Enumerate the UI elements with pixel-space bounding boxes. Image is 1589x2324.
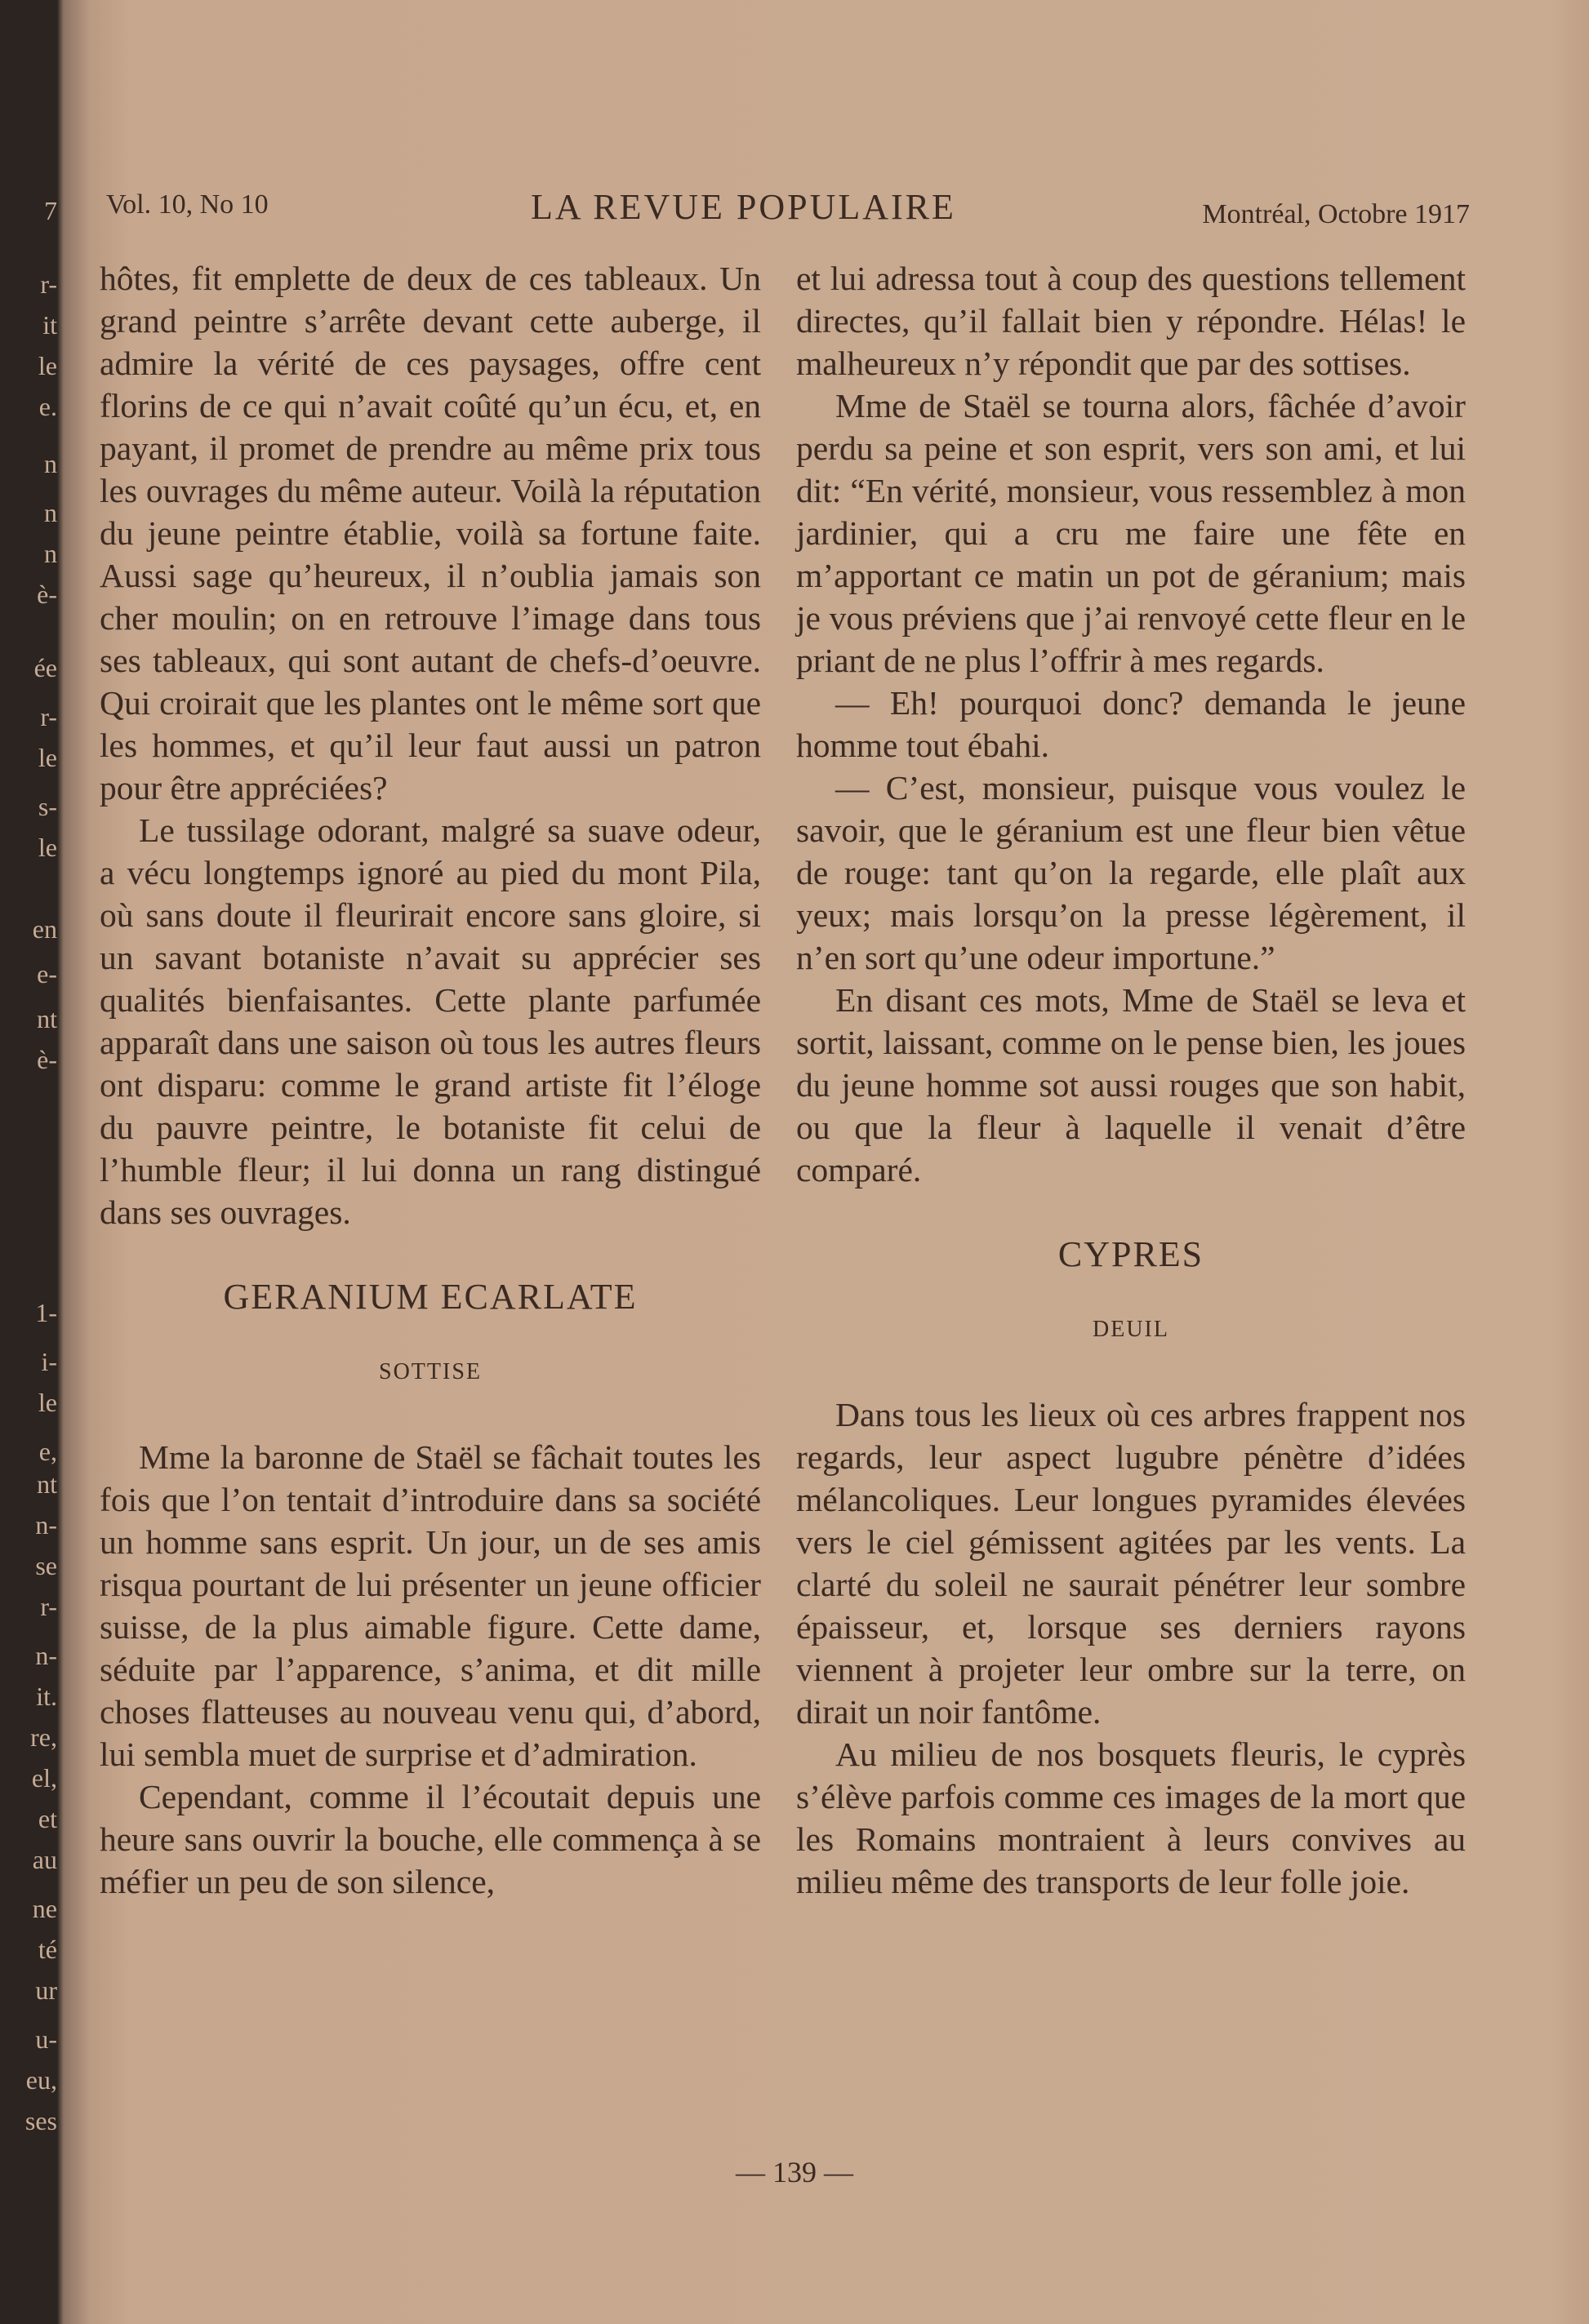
gutter-fragment: le	[38, 351, 57, 380]
gutter-fragment: it	[42, 310, 57, 340]
right-paragraph-1: et lui adressa tout à coup des questions tellement directes, qu’il fallait bien y répondre. Hélas! le malheureux n’y répondit que par des sottises.	[796, 260, 1466, 382]
right-paragraph-6: Dans tous les lieux où ces arbres frappent nos regards, leur aspect lugubre pénètre d’idées mélancoliques. Leur longues pyramides élevées vers le ciel gémissent agitées par les vents. La clarté du soleil ne saurait pénétrer leur sombre épaisseur, et, lorsque ses derniers rayons viennent à projeter leur ombre sur la terre, on dirait un noir fantôme.	[796, 1396, 1466, 1731]
section-heading-geranium: GERANIUM ECARLATE	[223, 1277, 638, 1317]
right-paragraph-4: — C’est, monsieur, puisque vous voulez le savoir, que le géranium est une fleur bien vêtue de rouge: tant qu’on la regarde, elle plaît aux yeux; mais lorsqu’on la presse légèrement, il n’en sort qu’une odeur importune.”	[796, 769, 1466, 976]
gutter-fragment: u-	[35, 2024, 57, 2054]
right-paragraph-2: Mme de Staël se tourna alors, fâchée d’avoir perdu sa peine et son esprit, vers son ami, et lui dit: “En vérité, monsieur, vous ressemblez à mon jardinier, qui a cru me faire une fête en m’apportant ce matin un pot de géranium; mais je vous préviens que j’ai renvoyé cette fleur en le priant de ne plus l’offrir à mes regards.	[796, 387, 1466, 679]
gutter-fragment: r-	[40, 269, 57, 299]
gutter-fragment: le	[38, 1388, 57, 1417]
gutter-fragment: it.	[36, 1682, 57, 1711]
gutter-fragment: è-	[37, 580, 57, 609]
gutter-fragment: eu,	[25, 2065, 57, 2095]
gutter-fragment: e,	[38, 1437, 57, 1466]
gutter-fragment: i-	[41, 1347, 57, 1376]
section-subheading-deuil: DEUIL	[1093, 1317, 1169, 1342]
header-title: LA REVUE POPULAIRE	[531, 187, 956, 227]
gutter-fragment: ses	[24, 2106, 57, 2135]
running-header	[98, 186, 1470, 243]
right-paragraph-3: — Eh! pourquoi donc? demanda le jeune homme tout ébahi.	[796, 684, 1466, 764]
gutter-fragment: ée	[33, 653, 57, 682]
gutter-fragment: n-	[35, 1510, 57, 1540]
gutter-fragment: s-	[38, 792, 57, 821]
facing-page-gutter	[0, 0, 57, 2324]
gutter-fragment: nt	[37, 1004, 57, 1033]
left-paragraph-2: Le tussilage odorant, malgré sa suave odeur, a vécu longtemps ignoré au pied du mont Pila, où sans doute il fleurirait encore sans gloire, si un savant botaniste n’avait su apprécier ses qualités bienfaisantes. Cette plante parfumée apparaît dans une saison où tous les autres fleurs ont disparu: comme le grand artiste fit l’éloge du pauvre peintre, le botaniste fit celui de l’humble fleur; il lui donna un rang distingué dans ses ouvrages.	[100, 811, 761, 1231]
gutter-fragment: n	[44, 539, 57, 568]
gutter-fragment: au	[32, 1845, 57, 1874]
gutter-fragment: r-	[40, 702, 57, 731]
gutter-fragment: se	[35, 1551, 57, 1580]
gutter-fragment: et	[38, 1804, 57, 1833]
right-paragraph-5: En disant ces mots, Mme de Staël se leva et sortit, laissant, comme on le pense bien, les joues du jeune homme sot aussi rouges que son habit, ou que la fleur à laquelle il venait d’être comparé.	[796, 981, 1466, 1189]
gutter-fragment: ne	[32, 1894, 57, 1923]
right-paragraph-7: Au milieu de nos bosquets fleuris, le cyprès s’élève parfois comme ces images de la mort que les Romains montraient à leurs convives au milieu même des transports de leur folle joie.	[796, 1735, 1466, 1900]
gutter-fragment: e.	[38, 392, 57, 421]
gutter-fragment: n-	[35, 1641, 57, 1670]
section-heading-cypres: CYPRES	[1057, 1234, 1204, 1274]
section-subheading-sottise: SOTTISE	[379, 1359, 482, 1384]
left-paragraph-1: hôtes, fit emplette de deux de ces tableaux. Un grand peintre s’arrête devant cette auberge, il admire la vérité de ces paysages, offre cent florins de ce qui n’avait coûté qu’un écu, et, en payant, il promet de prendre au même prix tous les ouvrages du même auteur. Voilà la réputation du jeune peintre établie, voilà sa fortune faite. Aussi sage qu’heureux, il n’oublia jamais son cher moulin; on en retrouve l’image dans tous ses tableaux, qui sont autant de chefs-d’oeuvre. Qui croirait que les plantes ont le même sort que les hommes, et qu’il leur faut aussi un patron pour être appréciées?	[100, 260, 761, 807]
gutter-fragment: 7	[44, 196, 57, 225]
gutter-fragment: té	[38, 1935, 57, 1964]
gutter-fragment: r-	[40, 1592, 57, 1621]
right-column	[796, 257, 1466, 1903]
left-paragraph-4: Cependant, comme il l’écoutait depuis une heure sans ouvrir la bouche, elle commença à se méfier un peu de son silence,	[100, 1778, 761, 1900]
header-date: Montréal, Octobre 1917	[1202, 199, 1470, 229]
gutter-fragment: n	[44, 449, 57, 478]
page-number: — 139 —	[736, 2156, 853, 2188]
header-volume: Vol. 10, No 10	[106, 189, 269, 220]
gutter-fragment: ur	[35, 1975, 57, 2005]
gutter-fragment: 1-	[35, 1298, 57, 1327]
left-paragraph-3: Mme la baronne de Staël se fâchait toutes les fois que l’on tentait d’introduire dans sa société un homme sans esprit. Un jour, un de ses amis risqua pourtant de lui présenter un jeune officier suisse, de la plus aimable figure. Cette dame, séduite par l’apparence, s’anima, et dit mille choses flatteuses au nouveau venu qui, d’abord, lui sembla muet de surprise et d’admiration.	[100, 1438, 761, 1773]
gutter-fragment: le	[38, 743, 57, 772]
gutter-fragment: le	[38, 833, 57, 862]
gutter-fragment: nt	[37, 1469, 57, 1499]
gutter-fragment: en	[32, 914, 57, 944]
gutter-fragment: e-	[37, 959, 57, 989]
gutter-fragment: è-	[37, 1045, 57, 1074]
gutter-fragment: n	[44, 498, 57, 527]
gutter-fragment: re,	[30, 1722, 57, 1752]
left-column	[100, 257, 761, 1903]
gutter-fragment: el,	[31, 1763, 57, 1793]
